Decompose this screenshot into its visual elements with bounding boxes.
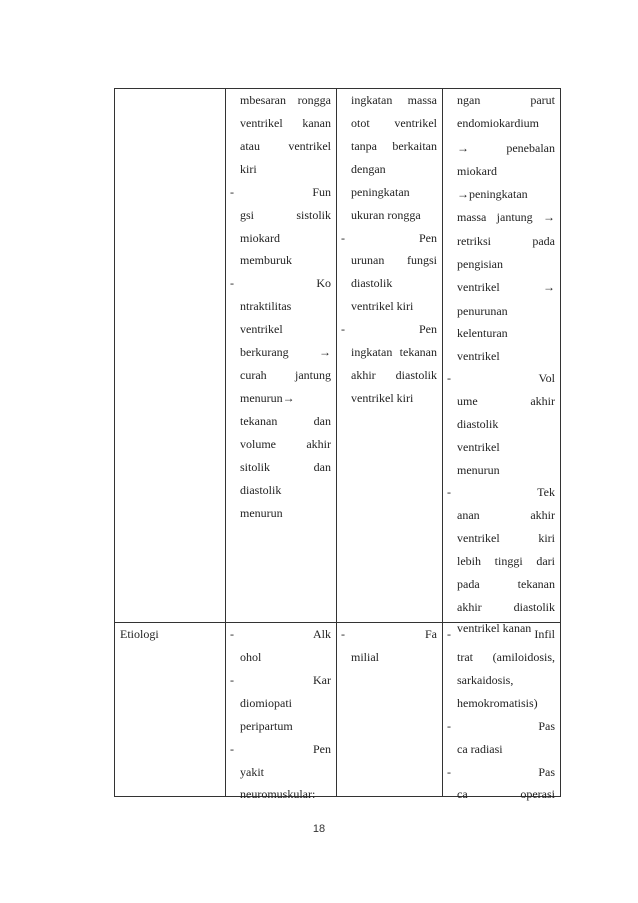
line-text: ventrikel (457, 349, 500, 363)
cell-line (226, 671, 336, 689)
line-text: Infil (534, 627, 555, 641)
cell-line (443, 415, 560, 433)
line-text: ukuran rongga (351, 208, 421, 222)
cell-line (443, 139, 560, 157)
list-dash: - (230, 673, 234, 687)
line-text: ohol (240, 650, 262, 664)
cell-line (226, 740, 336, 758)
list-dash: - (341, 322, 345, 336)
line-text: →peningkatan (457, 187, 528, 201)
list-dash: - (341, 627, 345, 641)
cell-line (226, 389, 336, 407)
cell-line (443, 208, 560, 226)
line-text: milial (351, 650, 379, 664)
line-text: diastolik (240, 483, 282, 497)
list-dash: - (447, 765, 451, 779)
line-text: ingkatan massa (351, 93, 437, 107)
cell-line (337, 320, 442, 338)
cell-line (226, 274, 336, 292)
line-text: pengisian (457, 257, 503, 271)
page-number: 18 (312, 823, 326, 835)
list-dash: - (230, 276, 234, 290)
cell-line (226, 694, 336, 712)
line-text: hemokromatisis) (457, 696, 538, 710)
cell-line (226, 458, 336, 476)
cell-line (226, 160, 336, 178)
cell-line (337, 251, 442, 269)
line-text: ventrikel (240, 322, 283, 336)
cell-line (443, 438, 560, 456)
line-text: endomiokardium (457, 116, 539, 130)
line-text: dengan (351, 162, 386, 176)
cell-line (337, 114, 442, 132)
cell-line (226, 343, 336, 361)
list-dash: - (447, 371, 451, 385)
cell-line (226, 297, 336, 315)
line-text: kiri (240, 162, 257, 176)
cell-line (337, 183, 442, 201)
list-dash: - (230, 627, 234, 641)
cell-line (337, 137, 442, 155)
cell-line (226, 114, 336, 132)
cell-line (443, 694, 560, 712)
cell-line (226, 435, 336, 453)
cell-line (226, 91, 336, 109)
cell-line (443, 278, 560, 296)
table-cell (226, 89, 337, 623)
list-dash: - (341, 231, 345, 245)
line-text: ventrikel kiri (351, 391, 414, 405)
line-text: peripartum (240, 719, 293, 733)
cell-line (226, 412, 336, 430)
line-text: diastolik (457, 417, 499, 431)
line-text: miokard (240, 231, 280, 245)
line-text: curah jantung (240, 368, 331, 382)
cell-line (443, 185, 560, 203)
line-text: Pen (419, 322, 437, 336)
line-text: ventrikel kanan (457, 621, 532, 635)
line-text: penurunan (457, 304, 508, 318)
cell-line (443, 255, 560, 273)
list-dash: - (230, 742, 234, 756)
cell-line (226, 625, 336, 643)
line-text: Tek (537, 485, 555, 499)
list-dash: - (447, 719, 451, 733)
line-text: Vol (538, 371, 555, 385)
cell-line (226, 717, 336, 735)
cell-line (443, 575, 560, 593)
line-text: sarkaidosis, (457, 673, 514, 687)
line-text: memburuk (240, 253, 292, 267)
line-text: ventrikel (457, 440, 500, 454)
cell-line (443, 324, 560, 342)
line-text: trat (amiloidosis, (457, 650, 555, 664)
line-text: tekanan dan (240, 414, 331, 428)
table-row (115, 623, 561, 797)
cell-line (337, 91, 442, 109)
cell-line (226, 648, 336, 666)
cell-line (443, 232, 560, 250)
cell-line (337, 366, 442, 384)
line-text: berkurang → (240, 345, 331, 359)
line-text: Alk (313, 627, 331, 641)
cell-line (443, 483, 560, 501)
table-row (115, 89, 561, 623)
cell-line (337, 648, 442, 666)
cell-line (337, 297, 442, 315)
list-dash: - (447, 485, 451, 499)
line-text: sitolik dan (240, 460, 331, 474)
line-text: diastolik (351, 276, 393, 290)
cell-line (337, 229, 442, 247)
line-text: ntraktilitas (240, 299, 292, 313)
line-text: Pas (538, 719, 555, 733)
cell-line (226, 206, 336, 224)
cell-line (443, 529, 560, 547)
line-text: diomiopati (240, 696, 292, 710)
cell-line (443, 162, 560, 180)
cell-line (226, 763, 336, 781)
row-label-text: Etiologi (120, 627, 159, 641)
cell-line (337, 625, 442, 643)
list-dash: - (230, 185, 234, 199)
table-cell (226, 623, 337, 801)
line-text: mbesaran rongga (240, 93, 331, 107)
line-text: urunan fungsi (351, 253, 437, 267)
cell-line (443, 461, 560, 479)
line-text: → penebalan (457, 141, 555, 155)
cell-line (226, 320, 336, 338)
line-text: ventrikel kiri (351, 299, 414, 313)
line-text: atau ventrikel (240, 139, 331, 153)
row-label-cell (115, 89, 226, 623)
line-text: Pen (419, 231, 437, 245)
line-text: menurun (457, 463, 500, 477)
line-text: ca radiasi (457, 742, 503, 756)
cell-line (443, 347, 560, 365)
cell-line (443, 671, 560, 689)
cell-line (443, 369, 560, 387)
line-text: retriksi pada (457, 234, 555, 248)
row-label-cell (115, 623, 226, 797)
cell-line (443, 392, 560, 410)
line-text: lebih tinggi dari (457, 554, 555, 568)
cell-line (226, 251, 336, 269)
cell-line (226, 137, 336, 155)
line-text: ngan parut (457, 93, 555, 107)
line-text: pada tekanan (457, 577, 555, 591)
cell-line (337, 206, 442, 224)
line-text: Pas (538, 765, 555, 779)
cell-line (443, 552, 560, 570)
document-table (114, 88, 561, 801)
line-text: ventrikel kiri (457, 531, 555, 545)
line-text: menurun (240, 506, 283, 520)
cell-line (226, 481, 336, 499)
line-text: Fun (312, 185, 331, 199)
cell-line (443, 648, 560, 666)
row-label (115, 625, 225, 643)
line-text: Pen (313, 742, 331, 756)
cell-line (443, 91, 560, 109)
line-text: neuromuskular: (240, 787, 316, 801)
line-text: volume akhir (240, 437, 331, 451)
cell-line (443, 625, 560, 643)
cell-line (337, 389, 442, 407)
line-text: ume akhir (457, 394, 555, 408)
line-text: otot ventrikel (351, 116, 437, 130)
cell-line (443, 717, 560, 735)
line-text: gsi sistolik (240, 208, 331, 222)
cell-line (226, 183, 336, 201)
line-text: peningkatan (351, 185, 410, 199)
line-text: tanpa berkaitan (351, 139, 437, 153)
table-cell (337, 623, 443, 797)
line-text: kelenturan (457, 326, 508, 340)
line-text: Kar (313, 673, 331, 687)
line-text: ventrikel → (457, 280, 555, 294)
line-text: akhir diastolik (351, 368, 437, 382)
line-text: menurun→ (240, 391, 295, 405)
cell-line (443, 506, 560, 524)
line-text: ventrikel kanan (240, 116, 331, 130)
line-text: ca operasi (457, 787, 555, 801)
cell-line (337, 343, 442, 361)
cell-line (226, 785, 336, 803)
table-cell (443, 623, 561, 801)
line-text: anan akhir (457, 508, 555, 522)
cell-line (337, 274, 442, 292)
line-text: ingkatan tekanan (351, 345, 437, 359)
cell-line (226, 504, 336, 522)
line-text: miokard (457, 164, 497, 178)
line-text: Ko (316, 276, 331, 290)
cell-line (443, 740, 560, 758)
cell-line (226, 229, 336, 247)
cell-line (226, 366, 336, 384)
cell-line (443, 302, 560, 320)
cell-line (443, 598, 560, 616)
line-text: Fa (425, 627, 437, 641)
line-text: akhir diastolik (457, 600, 555, 614)
cell-line (443, 763, 560, 781)
table-cell (337, 89, 443, 623)
line-text: massa jantung → (457, 210, 555, 224)
list-dash: - (447, 627, 451, 641)
line-text: yakit (240, 765, 264, 779)
cell-line (443, 785, 560, 803)
cell-line (443, 114, 560, 132)
cell-line (337, 160, 442, 178)
